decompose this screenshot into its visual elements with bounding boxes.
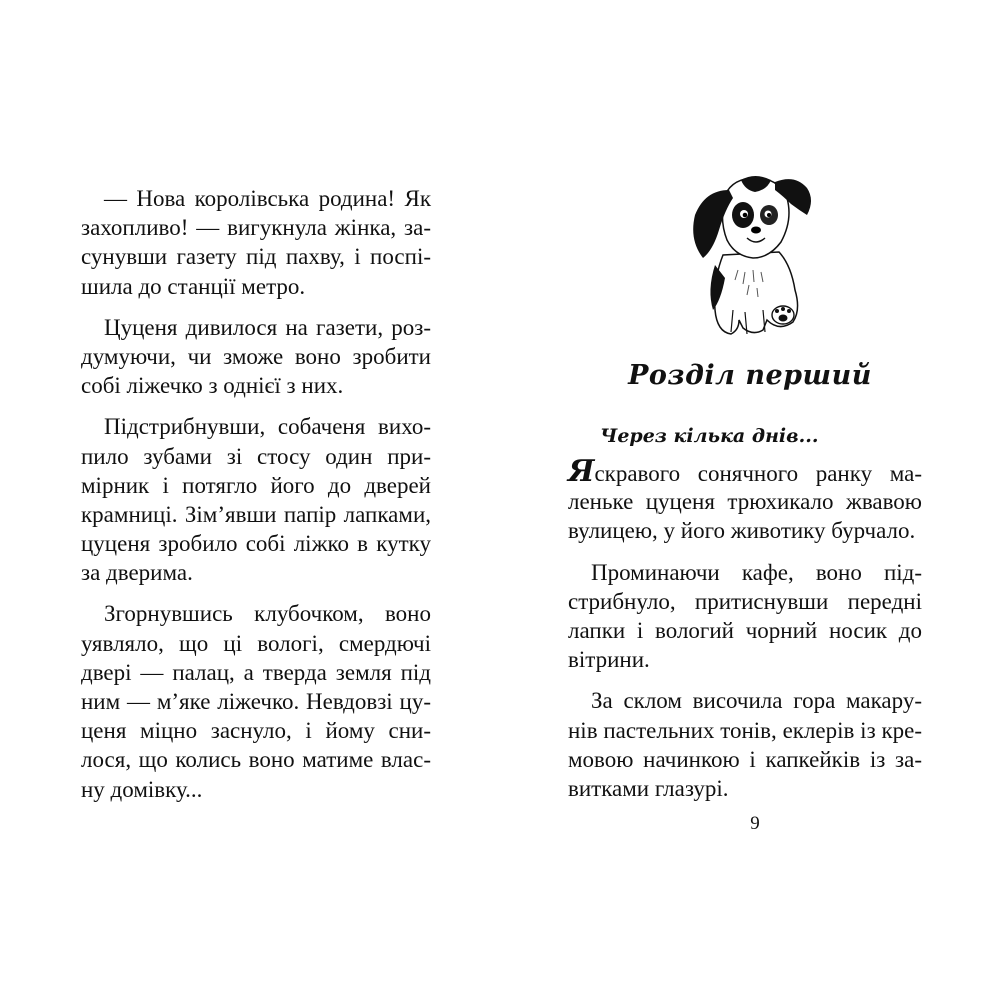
text-line: мовою начинкою і капкейків із за-	[568, 746, 922, 772]
text-line: Згорнувшись клубочком, воно	[104, 601, 431, 627]
text-line	[568, 454, 922, 489]
left-text-column	[81, 184, 431, 804]
paragraph	[81, 184, 431, 301]
text-line: захопливо! — вигукнула жінка, за-	[81, 215, 431, 241]
text-line: — Нова королівська родина! Як	[104, 186, 431, 211]
text-line: шила до станції метро.	[81, 273, 306, 299]
text-line: лося, що колись воно матиме влас-	[81, 747, 431, 773]
text-line: цуценя зробило собі ліжко в кутку	[81, 531, 431, 557]
text-line: Проминаючи кафе, воно під-	[591, 559, 922, 585]
text-line: Цуценя дивилося на газети, роз-	[104, 314, 431, 340]
text-line-content: скравого сонячного ранку ма-	[594, 461, 922, 486]
text-line: ним — м’яке ліжечко. Невдовзі цу-	[81, 689, 431, 714]
page-number: 9	[750, 813, 760, 834]
text-line: крамниці. Зім’явши папір лапками,	[81, 501, 431, 527]
text-line: сунувши газету під пахву, і поспі-	[81, 244, 431, 270]
text-line: ценя міцно заснуло, і йому сни-	[81, 718, 431, 744]
text-line: леньке цуценя трюхикало жвавою	[568, 489, 922, 515]
paragraph	[81, 412, 431, 587]
text-line: пило зубами зі стосу один при-	[81, 443, 431, 469]
paragraph	[81, 313, 431, 401]
paragraph	[81, 599, 431, 803]
text-line: За склом височила гора макару-	[591, 688, 922, 714]
text-line: собі ліжечко з однієї з них.	[81, 373, 344, 399]
puppy-illustration	[683, 160, 818, 340]
text-line: стрибнуло, притиснувши передні	[568, 588, 922, 614]
right-text-column	[568, 454, 922, 803]
text-line: вулицею, у його животику бурчало.	[568, 518, 916, 544]
text-line: мірник і потягло його до дверей	[81, 472, 431, 498]
text-line: двері — палац, а тверда земля під	[81, 659, 431, 685]
text-line: лапки і вологий чорний носик до	[568, 617, 922, 643]
text-line: ну домівку...	[81, 776, 203, 802]
text-line: думуючи, чи зможе воно зробити	[81, 343, 431, 369]
paragraph	[568, 686, 922, 803]
chapter-title: Розділ перший	[628, 360, 872, 391]
chapter-subtitle: Через кілька днів...	[600, 425, 819, 447]
text-line: уявляло, що ці вологі, смердючі	[81, 630, 431, 656]
paragraph	[568, 558, 922, 675]
text-line: за дверима.	[81, 560, 193, 586]
text-line: Підстрибнувши, собаченя вихо-	[104, 414, 431, 440]
text-line: нів пастельних тонів, еклерів із кре-	[568, 717, 922, 743]
drop-cap: Я	[568, 454, 595, 489]
text-line: вітрини.	[568, 647, 650, 673]
text-line: витками глазурі.	[568, 775, 729, 801]
paragraph	[568, 454, 922, 546]
